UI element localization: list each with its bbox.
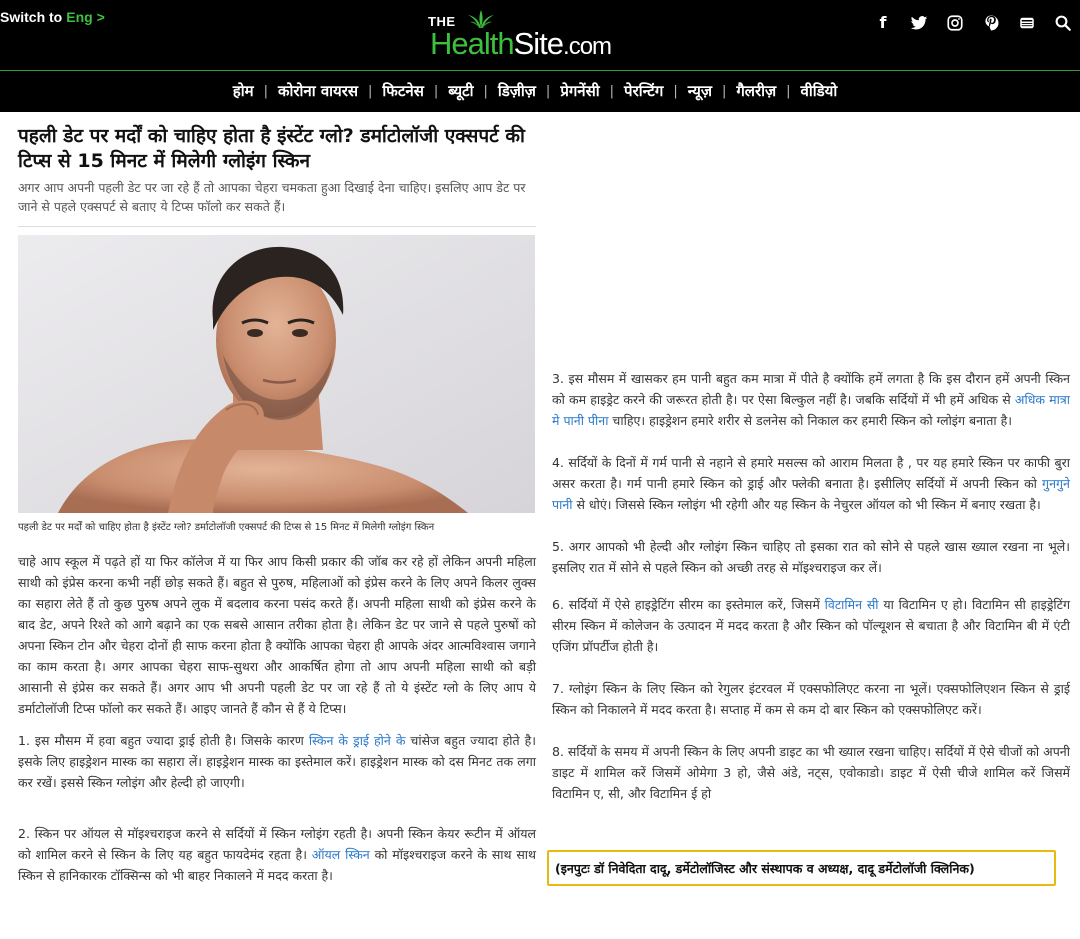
nav-list <box>0 71 1080 111</box>
nav-item <box>424 81 474 101</box>
nav-item <box>600 81 664 101</box>
nav-item <box>358 81 424 101</box>
nav-item <box>473 81 535 101</box>
nav-link[interactable]: न्यूज़ <box>687 82 712 100</box>
language-switch[interactable] <box>0 9 105 25</box>
article-hero-image <box>18 235 535 513</box>
link-vitamin-c[interactable]: विटामिन सी <box>824 597 879 612</box>
nav-link[interactable]: ब्यूटी <box>448 82 474 100</box>
site-header <box>0 0 1080 70</box>
link-oil-skin[interactable]: ऑयल स्किन <box>311 847 370 862</box>
nav-item <box>536 81 600 101</box>
logo-the: THE <box>428 14 456 29</box>
tip-2: 2. स्किन पर ऑयल से मॉइश्चराइज करने से सर्दियों में स्किन ग्लोइंग रहती है। अपनी स्किन केयर रूटीन में ऑयल को शामिल करने से स्किन के लिए यह बहुत फायदेमंद रहता है। ऑयल स्किन को मॉइश्चराइज करने के साथ साथ स्किन से हानिकारक टॉक्सिन्स को भी बाहर निकालने में मदद करता है। <box>18 826 536 883</box>
pinterest-icon[interactable] <box>982 14 1000 32</box>
input-credit-text: (इनपुटः डॉ निवेदिता दादू, डर्मेटोलॉजिस्ट और संस्थापक व अध्यक्ष, दादू डर्मेटोलॉजी क्लिनिक) <box>555 861 975 876</box>
tip-6: 6. सर्दियों में ऐसे हाइड्रेटिंग सीरम का इस्तेमाल करें, जिसमें विटामिन सी या विटामिन ए हो। विटामिन सी हाइड्रेटिंग सीरम स्किन में कोलेजन के उत्पादन में मदद करता है और स्किन को पॉल्यूशन से बचाता है और विटामिन बी में एंटी एजिंग प्रॉपर्टीज होती है। <box>552 597 1070 654</box>
nav-link[interactable]: फिटनेस <box>382 82 424 100</box>
nav-item <box>254 81 358 101</box>
site-logo[interactable] <box>428 10 658 64</box>
main-nav <box>0 70 1080 112</box>
youtube-icon[interactable] <box>1018 14 1036 32</box>
link-drink-water[interactable]: अधिक मात्रा मे पानी पीना <box>552 392 1070 428</box>
nav-item <box>712 81 776 101</box>
nav-link[interactable]: पेरन्टिंग <box>624 82 664 100</box>
tip-3: 3. इस मौसम में खासकर हम पानी बहुत कम मात्रा में पीते है क्योंकि हमें लगता है कि इस दौरान हमें अपनी स्किन को कम हाइड्रेट करने की जरूरत होती है। पर ऐसा बिल्कुल नहीं है। जबकि सर्दियों में भी हमें अधिक से अधिक मात्रा मे पानी पीना चाहिए। हाइड्रेशन हमारे शरीर से डलनेस को निकाल कर हमारी स्किन को ग्लोइंग बनाता है। <box>552 371 1070 428</box>
instagram-icon[interactable] <box>946 14 964 32</box>
facebook-icon[interactable]: f <box>879 13 887 32</box>
tip-1: 1. इस मौसम में हवा बहुत ज्यादा ड्राई होती है। जिसके कारण स्किन के ड्राई होने के चांसेज बहुत ज्यादा होते है। इसके लिए हाइड्रेशन मास्क का सहारा लें। हाइड्रेशन मास्क का इस्तेमाल करें। हाइड्रेशन मास्क को दस मिनट तक लगा कर रखें। इससे स्किन ग्लोइंग और हेल्दी हो जाएगी। <box>18 733 537 790</box>
article-headline: पहली डेट पर मर्दों को चाहिए होता है इंस्टेंट ग्लो? डर्माटोलॉजी एक्सपर्ट की टिप्स से 15 मिनट में मिलेगी ग्लोइंग स्किन <box>18 125 525 172</box>
article-intro: चाहे आप स्कूल में पढ़ते हों या फिर कॉलेज में या फिर आप किसी प्रकार की जॉब कर रहे हों लेकिन अपनी महिला साथी को इंप्रेस करना कभी नहीं छोड़ सकते हैं। बहुत से पुरुष, महिलाओं को इंप्रेस करने के लिए अपने किलर लुक्स का सहारा लेते हैं तो कुछ पुरुष अपने लुक में बदलाव करना पसंद करते हैं। अपनी महिला साथी को इंप्रेस करने के बाद डेट, अपने रिश्ते को आगे बढ़ाने का एक सबसे आसान तरीका होता है। लेकिन डेट पर जाने से पहले पुरुषों को अपना स्किन टोन और चेहरा दोनों ही साफ करना होता है क्योंकि आपका चेहरा ही आपके अंदर आत्मविश्वास जगाने का काम करता है। अगर आपका चेहरा साफ-सुथरा और आकर्षित होगा तो आप अपनी महिला साथी को बड़ी आसानी से इंप्रेस कर सकते हैं। अगर आप भी अपनी पहली डेट पर जा रहे हैं तो ये इंस्टेंट ग्लो के लिए आप ये डर्माटोलॉजी टिप्स फॉलो कर सकते हैं। आइए जानते हैं कौन से हैं ये टिप्स। <box>18 554 536 716</box>
nav-link[interactable]: होम <box>232 82 254 100</box>
search-icon[interactable] <box>1054 14 1072 32</box>
image-caption: पहली डेट पर मर्दों को चाहिए होता है इंस्टेंट ग्लो? डर्माटोलॉजी एक्सपर्ट की टिप्स से 15 मिनट में मिलेगी ग्लोइंग स्किन <box>18 522 435 533</box>
nav-item <box>663 81 712 101</box>
nav-separator: | <box>368 83 373 99</box>
nav-separator: | <box>786 83 791 99</box>
tip-8: 8. सर्दियों के समय में अपनी स्किन के लिए अपनी डाइट का भी ख्याल रखना चाहिए। सर्दियों में ऐसे चीजों को अपनी डाइट में शामिल करें जिसमें ओमेगा 3 हो, जैसे अंडे, नट्स, एवोकाडो। डाइट में ऐसी चीजे शामिल करें जिसमें विटामिन ए, सी, और विटामिन ई हो <box>552 744 1070 801</box>
switch-label: Switch to <box>0 9 63 25</box>
nav-separator: | <box>609 83 615 99</box>
tip-5: 5. अगर आपको भी हेल्दी और ग्लोइंग स्किन चाहिए तो इसका रात को सोने से पहले खास ख्याल रखना ना भूले। इसलिए रात में सोने से पहले स्किन को अच्छी तरह से मॉइश्चराइज कर लें। <box>552 539 1070 575</box>
nav-separator: | <box>483 83 488 99</box>
link-lukewarm-water[interactable]: गुनगुने पानी <box>552 476 1070 512</box>
twitter-icon[interactable] <box>910 14 928 32</box>
tip-4: 4. सर्दियों के दिनों में गर्म पानी से नहाने से हमारे मसल्स को आराम मिलता है , पर यह हमारे स्किन पर काफी बुरा असर करता है। गर्म पानी हमारे स्किन को ड्राई और फ्लेकी बनाता है। इसीलिए सर्दियों में अपनी स्किन को गुनगुने पानी से धोएं। जिससे स्किन ग्लोइंग भी रहेगी और यह स्किन के नेचुरल ऑयल को भी स्किन में बनाए रखता है। <box>552 455 1070 512</box>
social-links <box>874 14 1072 32</box>
switch-lang[interactable]: Eng > <box>66 9 105 25</box>
nav-separator: | <box>263 83 268 99</box>
nav-item <box>776 81 837 101</box>
nav-separator: | <box>433 83 439 99</box>
nav-link[interactable]: गैलरीज़ <box>736 82 777 100</box>
man-portrait-image <box>18 235 535 513</box>
nav-separator: | <box>673 83 678 99</box>
article-summary: अगर आप अपनी पहली डेट पर जा रहे हैं तो आपका चेहरा चमकता हुआ दिखाई देना चाहिए। इसलिए आप डेट पर जाने से पहले एक्सपर्ट से बताए ये टिप्स फॉलो कर सकते हैं। <box>18 178 536 227</box>
nav-separator: | <box>721 83 727 99</box>
article-left-column <box>18 124 536 886</box>
expert-input-credit <box>547 850 1056 886</box>
logo-wordmark: HealthSite.com <box>430 26 612 61</box>
article-right-column <box>552 368 1070 804</box>
nav-link[interactable]: डिज़ीज़ <box>497 82 536 100</box>
link-dry-skin[interactable]: स्किन के ड्राई होने के <box>308 733 406 748</box>
nav-separator: | <box>545 83 551 99</box>
nav-link[interactable]: वीडियो <box>800 82 838 100</box>
tip-7: 7. ग्लोइंग स्किन के लिए स्किन को रेगुलर इंटरवल में एक्सफोलिएट करना ना भूलें। एक्सफोलिएशन स्किन से ड्राई स्किन को निकालने में मदद करता है। सप्ताह में कम से कम दो बार स्किन को एक्सफोलिएट करें। <box>552 681 1070 717</box>
nav-item <box>233 81 254 101</box>
article-body-left <box>18 551 536 886</box>
nav-link[interactable]: कोरोना वायरस <box>277 82 359 100</box>
nav-link[interactable]: प्रेगनेंसी <box>560 82 600 100</box>
